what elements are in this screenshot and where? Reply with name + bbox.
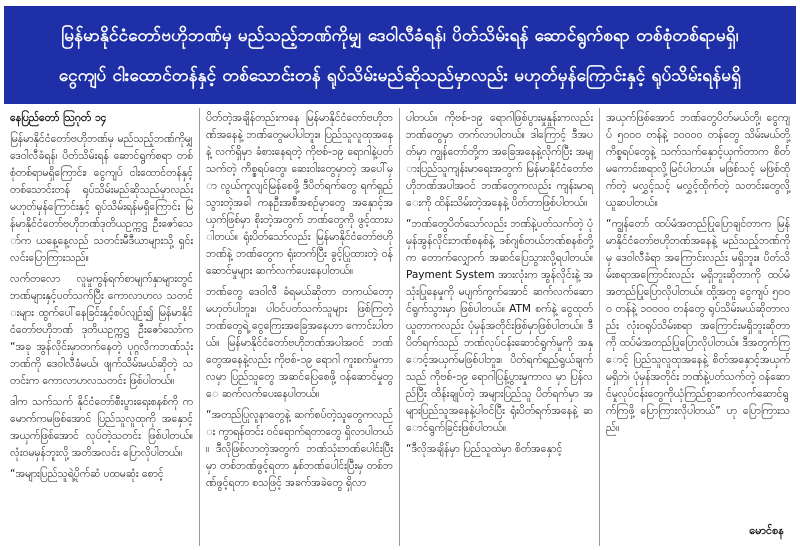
paragraph: “ဒီလိုအချိန်မှာ ပြည်သူထဲမှာ စိတ်အနှောင့် [406,443,563,455]
paragraph: “အတည်ပြုလူနာတွေနဲ့ ဆက်စပ်တဲ့သူတွေကလည်း ကွာရန်တင်း ဝင်ရောက်ရတာတွေ ရှိလာပါတယ်။ ဒီလိုဖြစ်လာတဲ့အတွက် ဘဏ်သုံးဘဏ်ပေါင်းပြီး မှာ တစ်ဘဏ်ဖွင့်ရတာ နှစ်ဘဏ်ပေါင်းပြီးမှ တစ်ဘဏ်ဖွင့်ရတာ စသဖြင့် အခက်အခဲတွေ ရှိလာ [206,409,393,489]
headline-banner [4,6,796,104]
paragraph: မြန်မာနိုင်ငံတော်ဗဟိုဘဏ်မှ မည်သည့်ဘဏ်ကိုမျှ ဒေဝါလီခံရန်၊ ပိတ်သိမ်းရန် ဆောင်ရွက်စရာ တစ်စုံတစ်ရာမရှိကြောင်း၊ ငွေကျပ် ငါးထောင်တန်နှင့် တစ်သောင်းတန် ရုပ်သိမ်းမည်ဆိုသည်မှာလည်း မဟုတ်မှန်ကြောင်းနှင့် ရုပ်သိမ်းရန်မရှိကြောင်း မြန်မာနိုင်ငံတော်ဗဟိုဘဏ်ဒုတိယဥက္ကဋ္ဌ ဦးဇော်သော်က ယနေ့နေ့လည် သတင်းမီဒီယာများသို့ ရှင်းလင်းပြောကြားသည်။ [10,133,193,264]
paragraph: လက်တလော လူမှုကွန်ရက်စာမျက်နှာများတွင် ဘဏ်များနှင့်ပတ်သက်ပြီး ကောလာဟလ သတင်းများ ထွက်ပေါ်နေခြင်းနှင့်စပ်လျဉ်း၍ မြန်မာနိုင်ငံတော်ဗဟိုဘဏ် ဒုတိယဥက္ကဋ္ဌ ဦးဇော်သော်က “အခု အွန်လိုင်းမှာတက်နေတဲ့ ပုဂ္ဂလိကဘဏ်သုံးဘဏ်ကို ဒေဝါလီခံမယ်၊ ဖျက်သိမ်းမယ်ဆိုတဲ့ သတင်းက ကောလာဟလသတင်း ဖြစ်ပါတယ်။ [10,273,193,387]
paragraph: “ကျွန်တော် ထပ်မံအတည်ပြုပြောချင်တာက မြန်မာနိုင်ငံတော်ဗဟိုဘဏ်အနေနဲ့ မည်သည့်ဘဏ်ကိုမှ ဒေဝါလီခံရာ အကြောင်းလည်း မရှိဘူး။ ပိတ်သိမ်းစရာအကြောင်းလည်း မရှိဘူးဆိုတာကို ထပ်မံအတည်ပြုပြောလိုပါတယ်။ ထို့အတူ ငွေကျပ် ၅၀၀၀ တန်နဲ့ ၁၀၀၀၀ တန်တွေ ရုပ်သိမ်းမယ်ဆိုတာလည်း လုံးဝရုပ်သိမ်းစရာ အကြောင်းမရှိဘူးဆိုတာကို ထပ်မံအတည်ပြုပြောလိုပါတယ်။ ဒီအတွက်ကြောင့် ပြည်သူလူထုအနေနဲ့ စိတ်အနှောင့်အယှက်မရှိဘဲ၊ ပုံမှန်အတိုင်း ဘဏ်နဲ့ပတ်သက်တဲ့ ဝန်ဆောင်မှုလုပ်ငန်းတွေကိုယုံကြည်စွာဆက်လက်ဆောင်ရွက်ကြဖို့ ပြောကြားလိုပါတယ်” ဟု ပြောကြားသည်။ [606,218,790,434]
paragraph: ဒါက သက်သက် နိုင်ငံတော်စီးပွားရေးစနစ်ကို ကမောက်ကမဖြစ်အောင် ပြည်သူလူထုကို အနှောင့်အယှက်ဖြစ်အောင် လုပ်တဲ့သတင်း ဖြစ်ပါတယ်။ လုံးဝမမှန်ဘူးလို့ အတိအလင်း ပြောလိုပါတယ်။ [10,396,193,459]
paragraph: “အများပြည်သူရဲ့ပိုက်ဆံ ပထမဆုံး စောင့် [10,468,164,480]
headline-line-1: မြန်မာနိုင်ငံတော်ဗဟိုဘဏ်မှ မည်သည့်ဘဏ်ကိုမျှ ဒေဝါလီခံရန်၊ ပိတ်သိမ်းရန် ဆောင်ရွက်စရာ တစ်စုံတစ်ရာမရှိ၊ [61,26,739,46]
article-column-1 [4,108,200,546]
paragraph: ဘဏ်တွေ ဒေဝါလီ ခံရမယ်ဆိုတာ တကယ်တော့ မဟုတ်ပါဘူး။ ပါဝင်ပတ်သက်သူများ ဖြစ်ကြတဲ့ ဘဏ်တွေရဲ့ ငွေကြေးအခြေအနေဟာ ကောင်းပါတယ်။ မြန်မာနိုင်ငံတော်ဗဟိုဘဏ်အပါအဝင် ဘဏ်တွေအနေနဲ့လည်း ကိုဗစ်-၁၉ ရောဂါ ကူးစက်မှုကာလမှာ ပြည်သူတွေ အဆင်ပြေစေဖို့ ဝန်ဆောင်မှုတွေ ဆက်လက်ပေးနေပါတယ်။ [206,286,393,400]
dateline: နေပြည်တော် ဩဂုတ် ၁၄ [10,112,107,124]
byline: မောင်စန [749,524,784,537]
paragraph: ပိတ်တဲ့အချိန်တည်းကနေ မြန်မာနိုင်ငံတော်ဗဟိုဘဏ်အနေနဲ့ ဘဏ်တွေမပါပါဘူး။ ပြည်သူလူထုအနေနဲ့ လက်ရှိမှာ ခံစားနေရတဲ့ ကိုဗစ်-၁၉ ရောဂါနဲ့ပတ်သက်တဲ့ ကိစ္စရပ်တွေ၊ ဆေးဝါးတွေမှာတဲ့ အပေါ်မှာ လွယ်ကူလျင်မြန်စေဖို့ ဒီပိတ်ရက်တွေ ရက်ရှည်သွားတဲ့အခါ ကနဦးအစီအစဉ်မှာတွေ အနှောင့်အယှက်ဖြစ်မှာ စိုးတဲ့အတွက် ဘဏ်တွေကို ဖွင့်ထားပါတယ်။ ရုံးပိတ်သော်လည်း မြန်မာနိုင်ငံတော်ဗဟိုဘဏ်နဲ့ ဘဏ်တွေက ရုံးတက်ပြီး ခွင့်ပြုထားတဲ့ ဝန်ဆောင်မှုများ ဆက်လက်ပေးနေပါတယ်။ [206,112,393,277]
paragraph: “ဘဏ်တွေပိတ်သော်လည်း ဘဏ်နဲ့ပတ်သက်တဲ့ ပုံမှန်အွန်လိုင်းဘဏ်စနစ်နဲ့ ဒစ်ဂျစ်တယ်ဘဏ်စနစ်တို့က တောက်လျှောက် အဆင်ပြေသွားလို့ရပါတယ်။ Payment System အားလုံးက အွန်လိုင်းနဲ့ အသုံးပြုနေမှုကို မပျက်ကွက်အောင် ဆက်လက်ဆောင်ရွက်သွားမှာ ဖြစ်ပါတယ်။ ATM စက်နဲ့ ငွေထုတ်ယူတာကလည်း ပုံမှန်အတိုင်းဖြစ်မှာဖြစ်ပါတယ်။ ဒီပိတ်ရက်သည် ဘဏ်လုပ်ငန်းဆောင်ရွက်မှုကို အနှောင့်အယှက်မဖြစ်ပါဘူး။ ပိတ်ရက်ရည်ရွယ်ချက်သည် ကိုဗစ်-၁၉ ရောဂါပြန့်ပွားမှုကာလ မှာ ပြန်လည်ပြီး ထိန်းချုပ်တဲ့ အများပြည်သူ ပိတ်ရက်မှာ အများပြည်သူအနေနဲ့ပါဝင်ပြီး ရုံးပိတ်ရက်အနေနဲ့ ဆောင်ရွက်ခြင်းဖြစ်ပါတယ်။ [406,218,593,434]
paragraph: ပါတယ်။ ကိုဗစ်-၁၉ ရောဂါဖြစ်ပွားမှုနှုန်းကလည်း ဘဏ်တွေမှာ တက်လာပါတယ်။ ဒါကြောင့် ဒီအပတ်မှာ ကျွန်တော်တို့က အခြေအနေနဲ့လိုက်ပြီး အများပြည်သူကျန်းမာရေးအတွက် မြန်မာနိုင်ငံတော်ဗဟိုဘဏ်အပါအဝင် ဘဏ်တွေကလည်း ကျန်းမာရေးကို ထိန်းသိမ်းတဲ့အနေနဲ့ ပိတ်တာဖြစ်ပါတယ်။ [406,112,593,209]
article-column-4 [600,108,796,546]
article-column-2 [200,108,400,546]
paragraph: အယှက်ဖြစ်အောင် ဘဏ်တွေပိတ်မယ်တို့၊ ငွေကျပ် ၅၀၀၀ တန်နဲ့ ၁၀၀၀၀ တန်တွေ သိမ်းမယ်တို့ ကိစ္စရပ်တွေနဲ့ သက်သက်နှောင့်ယှက်တာက စိတ်မကောင်းစရာလို့မြင်ပါတယ်။ မဖြစ်သင့် မဖြစ်ထိုက်တဲ့ မလွှင့်သင့် မလွှင့်ထိုက်တဲ့ သတင်းတွေလို့ ယူဆပါတယ်။ [606,112,790,209]
headline-line-2: ငွေကျပ် ငါးထောင်တန်နှင့် တစ်သောင်းတန် ရုပ်သိမ်းမည်ဆိုသည်မှာလည်း မဟုတ်မှန်ကြောင်းနှင့် ရုပ်သိမ်းရန်မရှိ [58,66,742,86]
article-columns [4,108,796,546]
article-column-3 [400,108,600,546]
